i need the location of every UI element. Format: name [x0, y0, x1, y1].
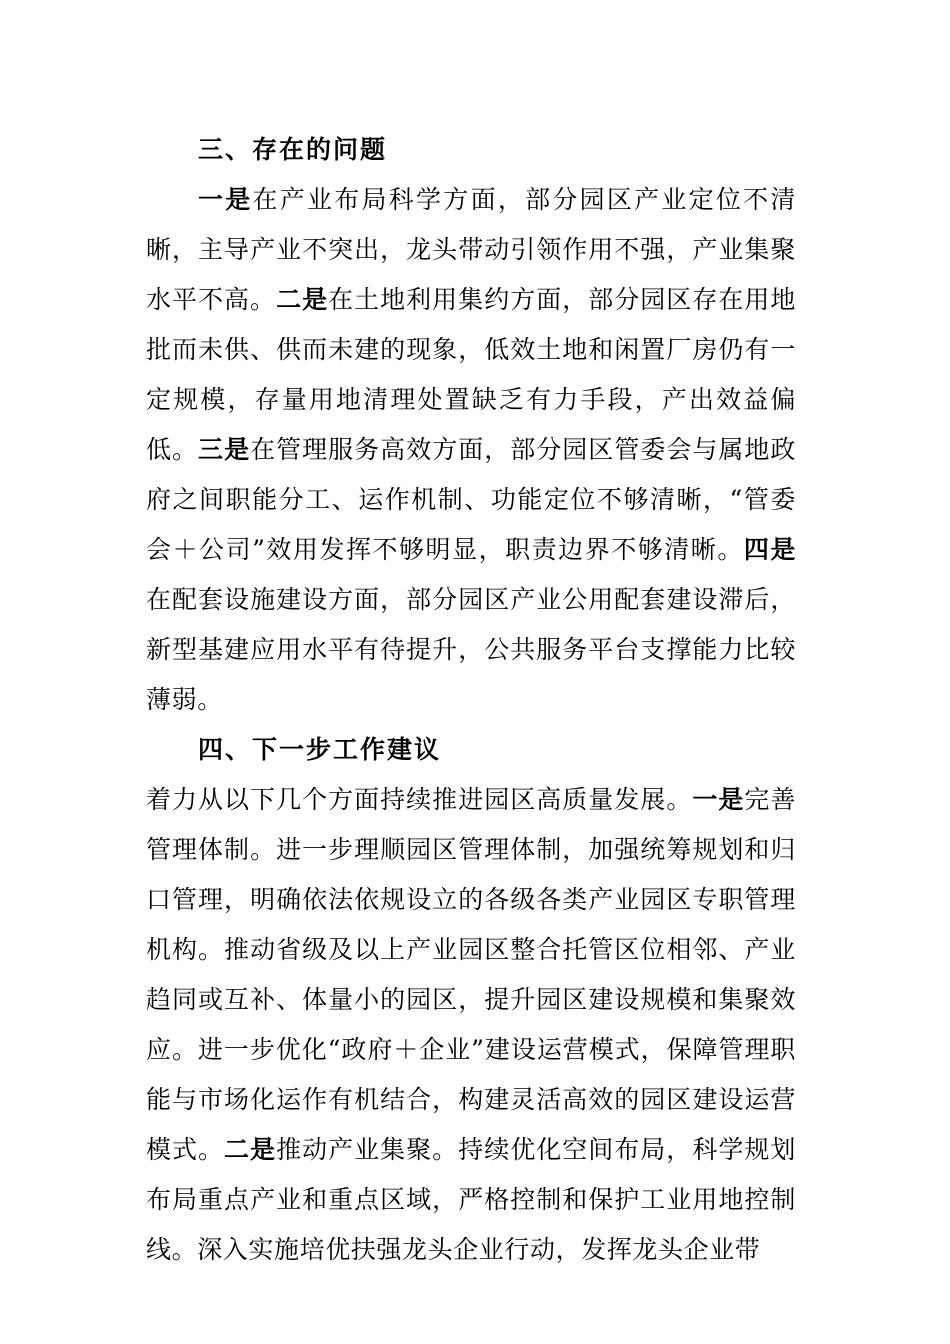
point-three-label: 三是: [198, 435, 251, 464]
point-three-text: 在管理服务高效方面，部分园区管委会与属地政府之间职能分工、运作机制、功能定位不够清晰，“管委会＋公司”效用发挥不够明显，职责边界不够清晰。: [146, 435, 797, 564]
document-body: [146, 125, 796, 1275]
point-two-text: 在土地利用集约方面，部分园区存在用地批而未供、供而未建的现象，低效土地和闲置厂房仍有一定规模，存量用地清理处置缺乏有力手段，产出效益偏低。: [146, 285, 796, 464]
problems-paragraph: [146, 175, 796, 725]
suggestion-two-text: 推动产业集聚。持续优化空间布局，科学规划布局重点产业和重点区域，严格控制和保护工业用地控制线。深入实施培优扶强龙头企业行动，发挥龙头企业带: [146, 1135, 796, 1264]
suggestion-two-label: 二是: [224, 1135, 277, 1164]
suggestion-one-label: 一是: [692, 785, 745, 814]
section-heading-suggestions: 四、下一步工作建议: [198, 735, 442, 764]
suggestion-one-text: 完善管理体制。进一步理顺园区管理体制，加强统筹规划和归口管理，明确依法依规设立的各级各类产业园区专职管理机构。推动省级及以上产业园区整合托管区位相邻、产业趋同或互补、体量小的园区，提升园区建设规模和集聚效应。进一步优化“政府＋企业”建设运营模式，保障管理职能与市场化运作有机结合，构建灵活高效的园区建设运营模式。: [146, 785, 797, 1164]
point-one-text: 在产业布局科学方面，部分园区产业定位不清晰，主导产业不突出，龙头带动引领作用不强，产业集聚水平不高。: [146, 185, 796, 314]
point-two-label: 二是: [276, 285, 329, 314]
point-one-label: 一是: [198, 185, 253, 214]
point-four-label: 四是: [743, 535, 797, 564]
suggestions-intro: 着力从以下几个方面持续推进园区高质量发展。: [146, 785, 693, 814]
section-heading-problems: 三、存在的问题: [198, 135, 388, 164]
point-four-text: 在配套设施建设方面，部分园区产业公用配套建设滞后，新型基建应用水平有待提升，公共服务平台支撑能力比较薄弱。: [146, 585, 796, 714]
suggestions-paragraph: [146, 775, 796, 1275]
